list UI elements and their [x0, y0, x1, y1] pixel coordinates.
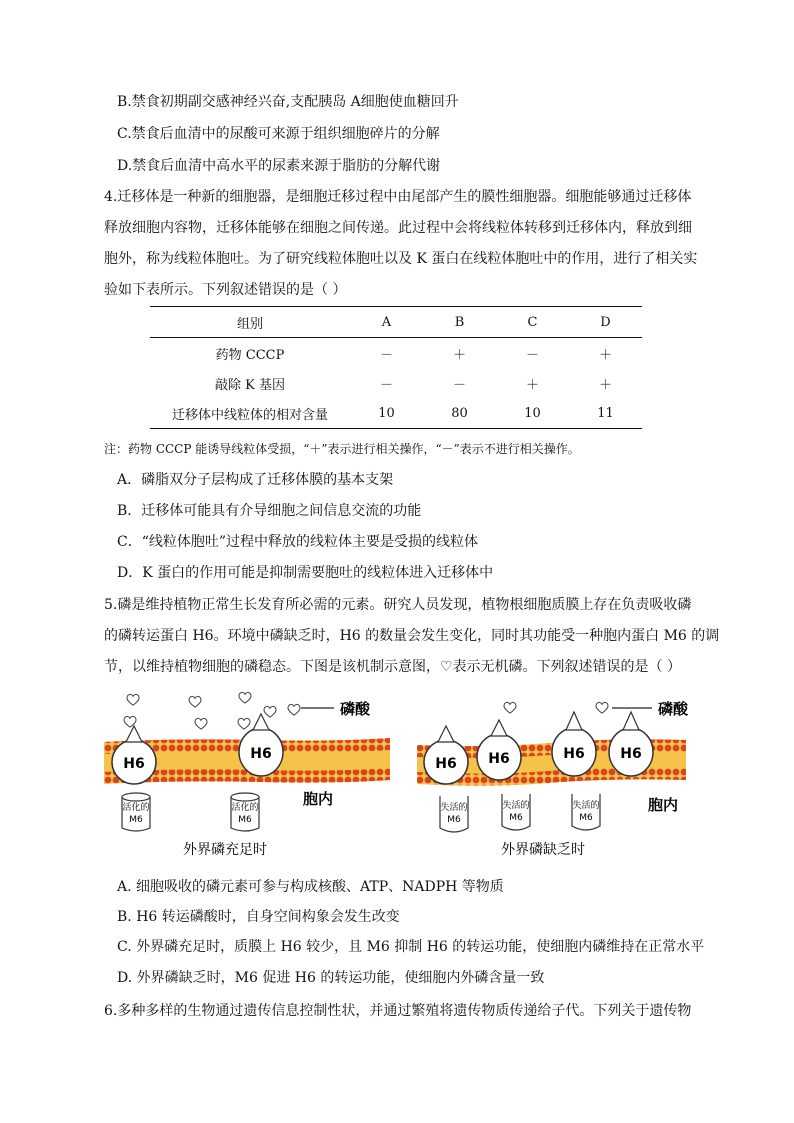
- q4-stem-line-2: 释放细胞内容物，迁移体能够在细胞之间传递。此过程中会将线粒体转移到迁移体内，释放到细: [104, 220, 692, 236]
- h6-label: H6: [123, 756, 145, 772]
- q5-option-d: D. 外界磷缺乏时，M6 促进 H6 的转运功能，使细胞内外磷含量一致: [117, 970, 545, 986]
- q5-option-b: B. H6 转运磷酸时，自身空间构象会发生改变: [117, 909, 400, 925]
- q5-stem-line-3: 节，以维持植物细胞的磷稳态。下图是该机制示意图，♡表示无机磷。下列叙述错误的是（ ）: [104, 659, 681, 675]
- right-h6-transporter-1: [424, 726, 468, 784]
- right-h6-transporter-3: [552, 712, 596, 776]
- table-note: 注：药物 CCCP 能诱导线粒体受损，“＋”表示进行相关操作，“－”表示不进行相关操作。: [104, 442, 580, 456]
- table-cell: 11: [597, 405, 614, 421]
- svg-text:失活的: 失活的: [440, 803, 468, 813]
- svg-text:H6: H6: [435, 756, 457, 772]
- q4-stem-line-4: 验如下表所示。下列叙述错误的是（ ）: [104, 282, 347, 298]
- right-phosphate-icons: [504, 702, 608, 713]
- table-row: [150, 368, 642, 398]
- phosphate-icon: [504, 702, 516, 713]
- svg-text:M6: M6: [238, 815, 252, 825]
- svg-text:M6: M6: [509, 813, 523, 823]
- caption-right: 外界磷缺乏时: [501, 842, 585, 858]
- phosphate-icon: [596, 702, 608, 713]
- table-cell: 药物 CCCP: [215, 347, 285, 363]
- phosphate-icon: [238, 718, 250, 729]
- left-active-m6-1: [122, 793, 150, 831]
- phosphate-transport-figure: [0, 684, 794, 864]
- table-header: C: [527, 314, 538, 330]
- table-cell: 敲除 K 基因: [215, 377, 285, 393]
- q4-option-c: C．“线粒体胞吐”过程中释放的线粒体主要是受损的线粒体: [117, 534, 479, 550]
- table-row: [150, 338, 642, 369]
- table-header: 组别: [236, 316, 263, 332]
- table-cell: ＋: [598, 347, 612, 363]
- table-cell: ＋: [452, 347, 466, 363]
- phosphate-icon: [195, 718, 207, 729]
- table-cell: 10: [524, 405, 541, 421]
- table-row: [150, 398, 642, 429]
- q4-stem-line-1: 4.迁移体是一种新的细胞器，是细胞迁移过程中由尾部产生的膜性细胞器。细胞能够通过迁移体: [104, 189, 692, 205]
- experiment-table: [150, 306, 642, 429]
- q4-option-b: B．迁移体可能具有介导细胞之间信息交流的功能: [117, 503, 422, 519]
- inside-label-right: 胞内: [648, 796, 679, 814]
- table-header: D: [600, 314, 611, 330]
- inside-label-left: 胞内: [303, 790, 334, 808]
- phosphate-label-right: 磷酸: [658, 700, 689, 718]
- left-phosphate-icons: [124, 692, 300, 729]
- table-cell: ＋: [525, 377, 539, 393]
- phosphate-icon: [288, 704, 300, 715]
- q5-option-a: A. 细胞吸收的磷元素可参与构成核酸、ATP、NADPH 等物质: [117, 879, 504, 895]
- table-cell: ＋: [598, 377, 612, 393]
- q5-stem-line-2: 的磷转运蛋白 H6。环境中磷缺乏时，H6 的数量会发生变化，同时其功能受一种胞内蛋白 M6 的调: [104, 628, 720, 644]
- table-cell: －: [452, 377, 466, 393]
- phosphate-icon: [239, 692, 251, 703]
- q4-option-a: A．磷脂双分子层构成了迁移体膜的基本支架: [117, 472, 394, 488]
- table-cell: 80: [451, 405, 468, 421]
- svg-text:失活的: 失活的: [572, 801, 600, 811]
- svg-text:H6: H6: [620, 746, 642, 762]
- svg-text:失活的: 失活的: [502, 801, 530, 811]
- q3-option-c: C.禁食后血清中的尿酸可来源于组织细胞碎片的分解: [117, 126, 440, 142]
- phosphate-label-left: 磷酸: [340, 700, 371, 718]
- svg-text:M6: M6: [129, 815, 143, 825]
- q5-option-c: C. 外界磷充足时，质膜上 H6 较少，且 M6 抑制 H6 的转运功能，使细胞内磷维持在正常水平: [117, 939, 705, 955]
- q4-stem-line-3: 胞外，称为线粒体胞吐。为了研究线粒体胞吐以及 K 蛋白在线粒体胞吐中的作用，进行了相关实: [104, 251, 698, 267]
- table-header-row: [150, 307, 642, 338]
- q6-stem-line-1: 6.多种多样的生物通过遗传信息控制性状，并通过繁殖将遗传物质传递给子代。下列关于遗传物: [104, 1003, 692, 1019]
- table-cell: 10: [378, 405, 395, 421]
- svg-text:M6: M6: [579, 813, 593, 823]
- right-inactive-m6-1: [440, 796, 468, 832]
- left-active-m6-2: [231, 793, 259, 831]
- phosphate-icon: [264, 706, 276, 717]
- q3-option-b: B.禁食初期副交感神经兴奋,支配胰岛 A细胞使血糖回升: [117, 94, 459, 110]
- right-h6-transporter-4: [609, 712, 653, 776]
- q4-option-d: D．K 蛋白的作用可能是抑制需要胞吐的线粒体进入迁移体中: [117, 565, 494, 581]
- right-inactive-m6-3: [572, 794, 600, 830]
- svg-text:H6: H6: [488, 751, 510, 767]
- left-h6-transporter-1: [112, 726, 156, 784]
- table-cell: －: [379, 347, 393, 363]
- right-h6-transporter-2: [477, 720, 521, 780]
- svg-text:活化的: 活化的: [122, 803, 150, 813]
- table-header: A: [381, 314, 392, 330]
- table-header: B: [454, 314, 465, 330]
- svg-text:H6: H6: [563, 746, 585, 762]
- q3-option-d: D.禁食后血清中高水平的尿素来源于脂肪的分解代谢: [117, 158, 441, 174]
- svg-text:活化的: 活化的: [231, 803, 259, 813]
- phosphate-icon: [127, 694, 139, 705]
- table-cell: －: [379, 377, 393, 393]
- svg-text:M6: M6: [447, 815, 461, 825]
- phosphate-icon: [189, 696, 201, 707]
- h6-label: H6: [250, 746, 272, 762]
- right-inactive-m6-2: [502, 794, 530, 830]
- table-cell: 迁移体中线粒体的相对含量: [171, 407, 328, 423]
- caption-left: 外界磷充足时: [183, 842, 267, 858]
- q5-stem-line-1: 5.磷是维持植物正常生长发育所必需的元素。研究人员发现，植物根细胞质膜上存在负责吸收磷: [104, 597, 692, 613]
- table-cell: －: [525, 347, 539, 363]
